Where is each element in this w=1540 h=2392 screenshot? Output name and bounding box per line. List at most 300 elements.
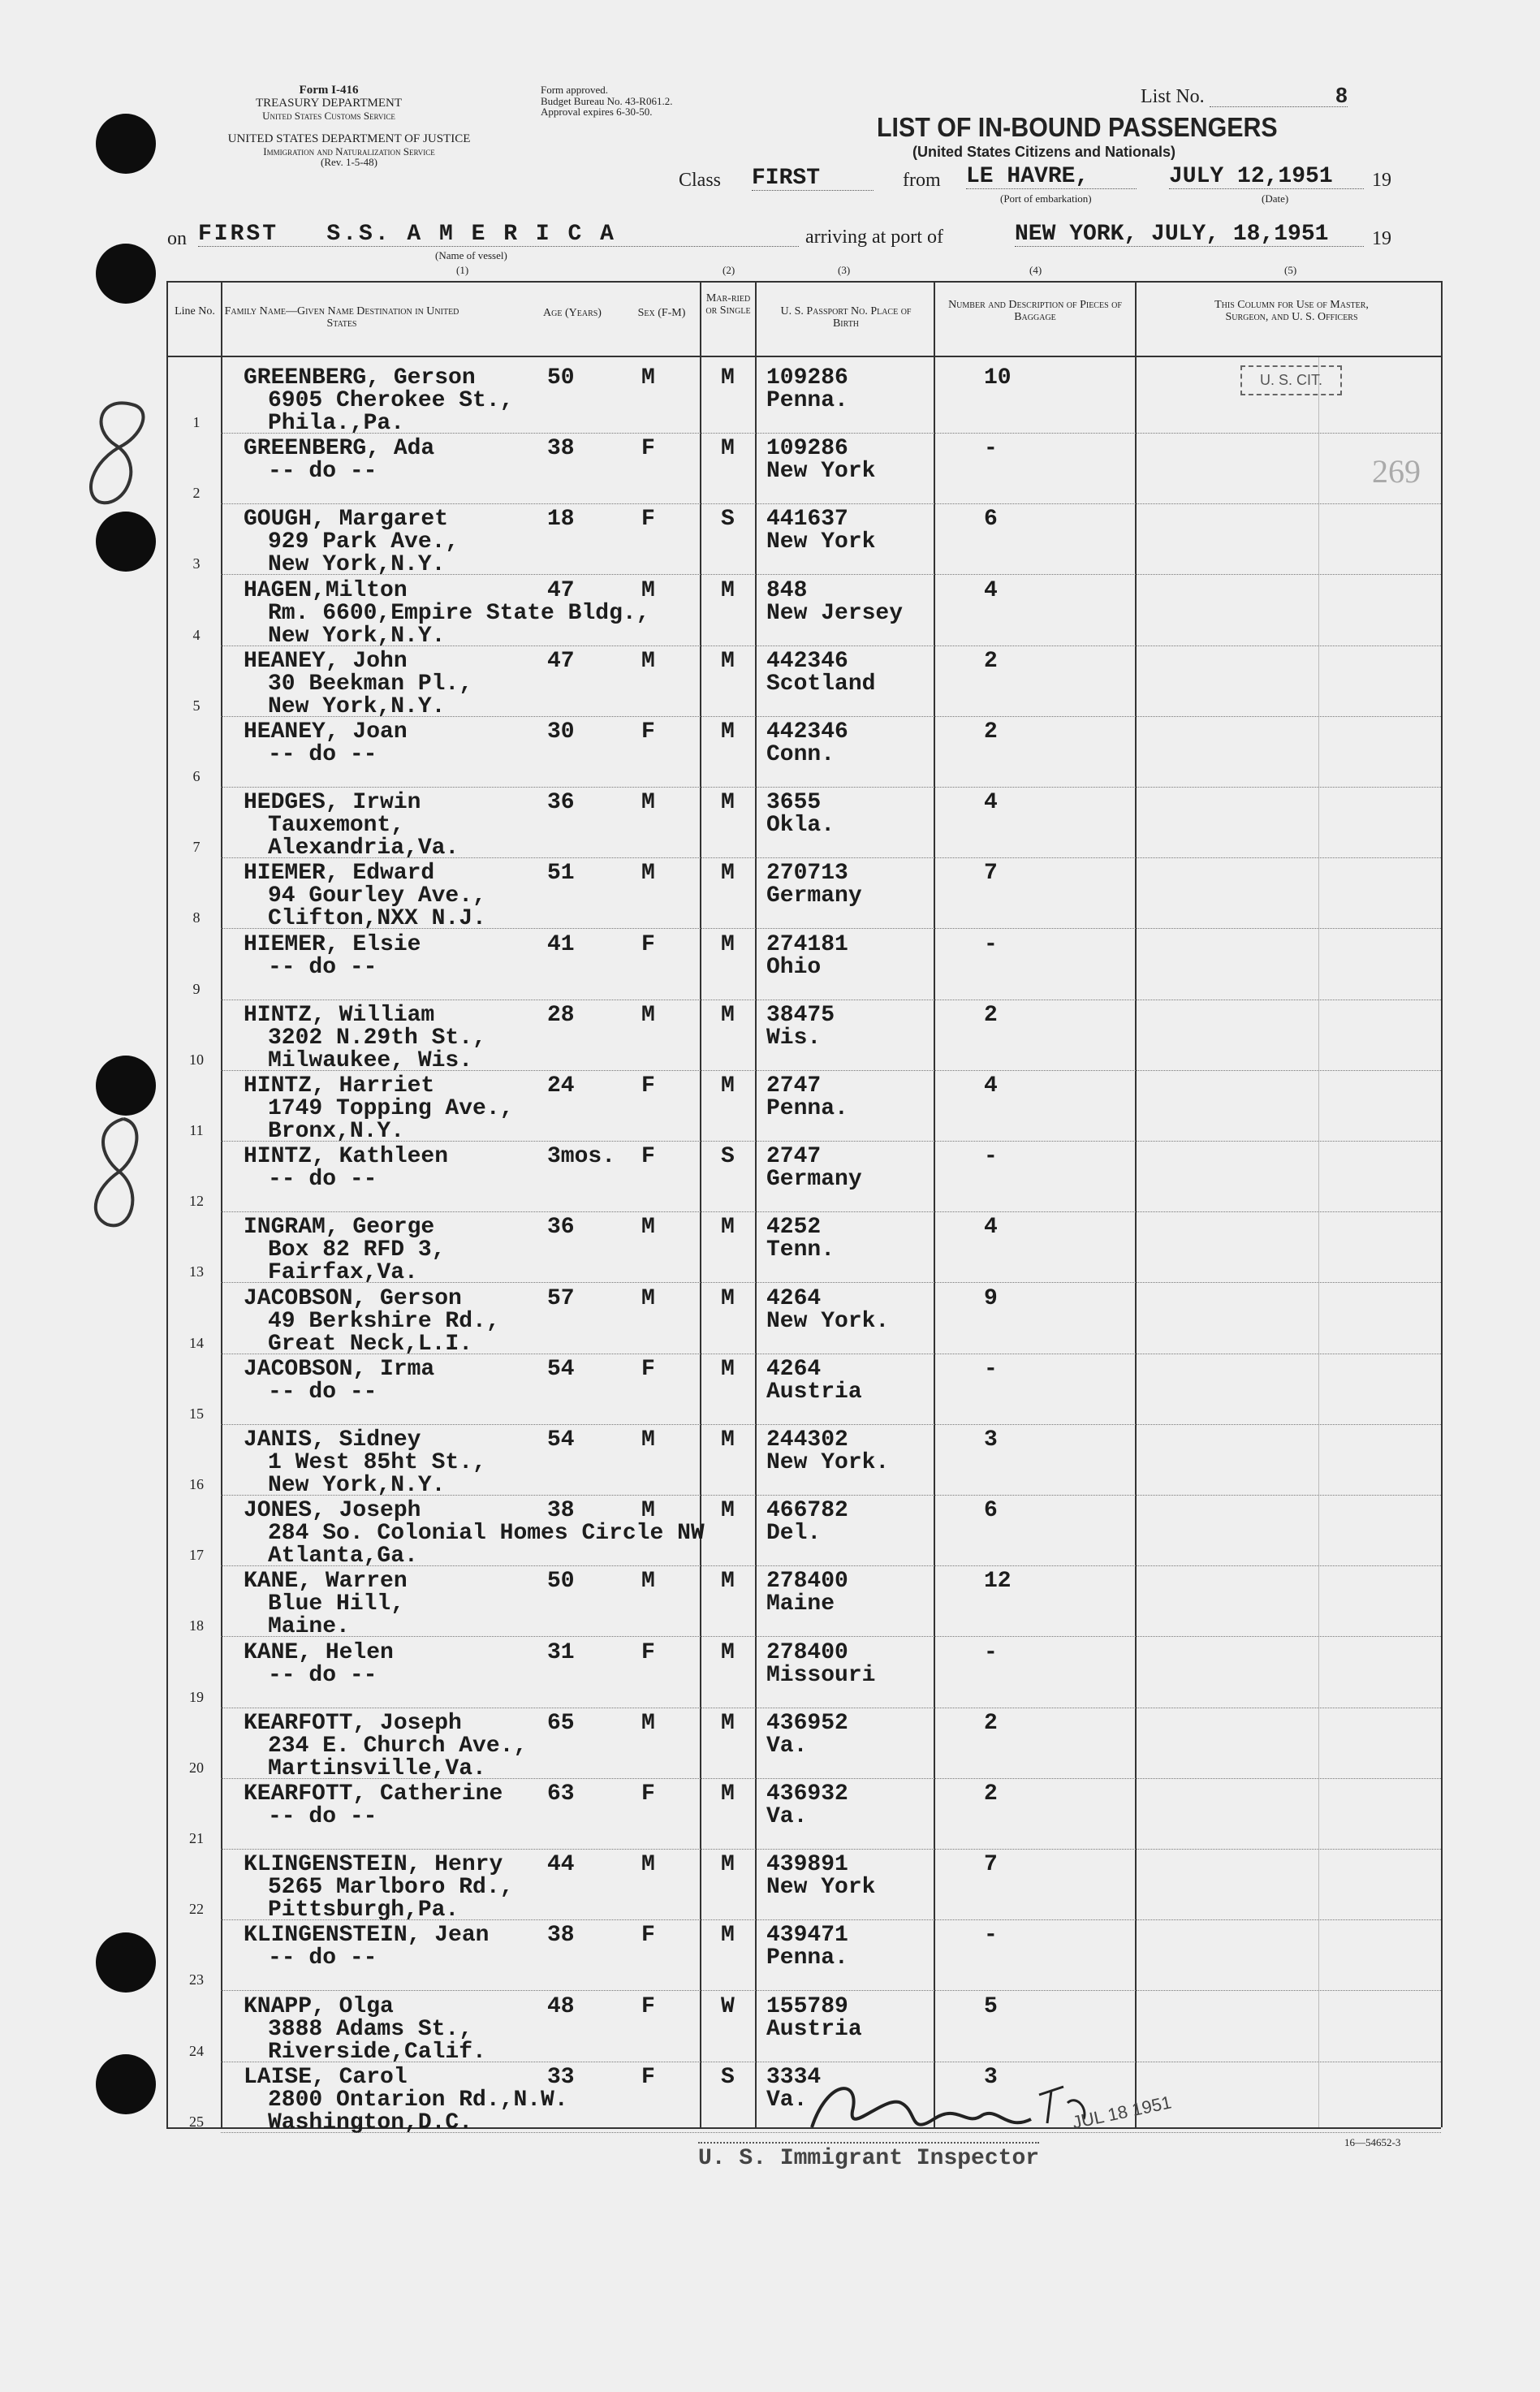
place-of-birth: New York xyxy=(766,459,876,484)
passenger-address: -- do -- xyxy=(268,1380,377,1405)
date-stamp: JUL 18 1951 xyxy=(1070,2092,1174,2133)
passenger-age: 50 xyxy=(547,365,575,391)
place-of-birth: Scotland xyxy=(766,671,876,697)
marital-status: M xyxy=(721,1427,735,1453)
marital-status: S xyxy=(721,507,735,532)
line-number: 10 xyxy=(189,1051,204,1068)
passport-number: 109286 xyxy=(766,436,848,461)
row-separator xyxy=(221,1141,1441,1142)
handwritten-eight-mark xyxy=(75,1111,164,1241)
place-of-birth: Va. xyxy=(766,1734,808,1759)
place-of-birth: Conn. xyxy=(766,742,835,767)
place-of-birth: Penna. xyxy=(766,1945,848,1971)
baggage-count: - xyxy=(984,932,998,957)
passport-number: 4264 xyxy=(766,1286,822,1311)
marital-status: S xyxy=(721,1144,735,1169)
passenger-address: New York,N.Y. xyxy=(268,694,446,719)
list-no-value: 8 xyxy=(1210,84,1348,107)
row-separator xyxy=(221,433,1441,434)
passport-number: 436952 xyxy=(766,1711,848,1736)
col-header-name: Family Name—Given Name Destination in United States xyxy=(224,305,459,330)
baggage-count: 2 xyxy=(984,1711,998,1736)
row-separator xyxy=(221,645,1441,646)
baggage-count: - xyxy=(984,1144,998,1169)
line-number: 16 xyxy=(189,1476,204,1492)
passenger-address: 30 Beekman Pl., xyxy=(268,671,473,697)
table-top-border xyxy=(166,281,1441,283)
passenger-address: Clifton,NXX N.J. xyxy=(268,906,486,931)
justice-block xyxy=(162,133,536,168)
class-label: Class xyxy=(679,170,722,191)
passenger-age: 38 xyxy=(547,1923,575,1948)
line-number: 6 xyxy=(192,768,201,784)
line-number: 2 xyxy=(192,485,201,501)
passenger-age: 28 xyxy=(547,1003,575,1028)
margin-page-number: 269 xyxy=(1372,453,1421,490)
passenger-address: 5265 Marlboro Rd., xyxy=(268,1875,514,1900)
baggage-count: 3 xyxy=(984,2065,998,2090)
row-separator xyxy=(221,1990,1441,1991)
passenger-name: KNAPP, Olga xyxy=(244,1994,394,2019)
form-id-block xyxy=(191,84,467,121)
passenger-name: JACOBSON, Irma xyxy=(244,1357,435,1382)
passenger-address: Pittsburgh,Pa. xyxy=(268,1898,459,1923)
baggage-count: - xyxy=(984,436,998,461)
vessel-name: FIRST S.S. A M E R I C A xyxy=(198,222,799,247)
list-number xyxy=(1141,84,1348,107)
arrival-year: 19 xyxy=(1372,228,1391,249)
passport-number: 439471 xyxy=(766,1923,848,1948)
place-of-birth: Tenn. xyxy=(766,1237,835,1263)
col-header-passport: U. S. Passport No. Place of Birth xyxy=(780,305,912,330)
baggage-count: 4 xyxy=(984,578,998,603)
line-number: 5 xyxy=(192,697,201,714)
passenger-sex: M xyxy=(641,578,655,603)
passenger-name: HINTZ, Harriet xyxy=(244,1073,435,1099)
baggage-count: 10 xyxy=(984,365,1012,391)
from-label: from xyxy=(903,170,941,191)
passenger-address: Milwaukee, Wis. xyxy=(268,1048,473,1073)
passport-number: 3655 xyxy=(766,790,822,815)
passenger-name: KANE, Helen xyxy=(244,1640,394,1665)
date-caption: (Date) xyxy=(1262,192,1289,205)
marital-status: M xyxy=(721,1073,735,1099)
line-number: 12 xyxy=(189,1193,204,1209)
binder-hole xyxy=(96,114,156,174)
passenger-address: New York,N.Y. xyxy=(268,552,446,577)
passport-number: 270713 xyxy=(766,861,848,886)
baggage-count: 6 xyxy=(984,1498,998,1523)
passport-number: 4264 xyxy=(766,1357,822,1382)
place-of-birth: Va. xyxy=(766,2088,808,2113)
passenger-age: 50 xyxy=(547,1569,575,1594)
line-number: 11 xyxy=(189,1122,204,1138)
passport-number: 109286 xyxy=(766,365,848,391)
col-header-baggage: Number and Description of Pieces of Baggage xyxy=(948,299,1122,324)
passenger-address: 94 Gourley Ave., xyxy=(268,883,486,909)
row-separator xyxy=(221,1495,1441,1496)
passenger-sex: M xyxy=(641,1711,655,1736)
list-no-label: List No. xyxy=(1141,86,1205,107)
passport-number: 441637 xyxy=(766,507,848,532)
passenger-name: HIEMER, Elsie xyxy=(244,932,421,957)
passenger-sex: F xyxy=(641,1144,655,1169)
marital-status: M xyxy=(721,365,735,391)
col-divider xyxy=(1441,281,1443,2127)
passenger-age: 51 xyxy=(547,861,575,886)
passenger-name: HEANEY, John xyxy=(244,649,408,674)
line-number: 4 xyxy=(192,627,201,643)
passenger-age: 24 xyxy=(547,1073,575,1099)
col-num: (4) xyxy=(1029,264,1042,276)
footer-code: 16—54652-3 xyxy=(1344,2136,1401,2148)
col-divider xyxy=(700,281,701,2127)
binder-hole xyxy=(96,1932,156,1993)
passenger-age: 44 xyxy=(547,1852,575,1877)
passport-number: 439891 xyxy=(766,1852,848,1877)
passport-number: 274181 xyxy=(766,932,848,957)
passenger-address: 1 West 85ht St., xyxy=(268,1450,486,1475)
row-separator xyxy=(221,1849,1441,1850)
class-value: FIRST xyxy=(752,166,874,191)
passenger-address: Bronx,N.Y. xyxy=(268,1119,405,1144)
inspector-signature xyxy=(796,2062,1120,2152)
passenger-address: 49 Berkshire Rd., xyxy=(268,1309,500,1334)
passenger-name: HIEMER, Edward xyxy=(244,861,435,886)
line-number: 18 xyxy=(189,1617,204,1634)
passenger-address: -- do -- xyxy=(268,742,377,767)
col-divider xyxy=(755,281,757,2127)
on-label: on xyxy=(167,228,187,249)
col-num: (5) xyxy=(1284,264,1297,276)
marital-status: M xyxy=(721,790,735,815)
passenger-address: -- do -- xyxy=(268,1804,377,1829)
place-of-birth: Germany xyxy=(766,883,862,909)
passenger-name: GREENBERG, Ada xyxy=(244,436,435,461)
line-number: 24 xyxy=(189,2043,204,2059)
line-number: 22 xyxy=(189,1901,204,1917)
place-of-birth: New Jersey xyxy=(766,601,904,626)
line-number: 25 xyxy=(189,2114,204,2130)
header-bottom-border xyxy=(166,356,1441,357)
col-divider-faint xyxy=(1318,357,1319,2127)
marital-status: M xyxy=(721,1852,735,1877)
baggage-count: 2 xyxy=(984,649,998,674)
passport-number: 2747 xyxy=(766,1144,822,1169)
passenger-age: 48 xyxy=(547,1994,575,2019)
passenger-age: 30 xyxy=(547,719,575,745)
marital-status: M xyxy=(721,719,735,745)
row-separator xyxy=(221,716,1441,717)
passenger-age: 57 xyxy=(547,1286,575,1311)
passport-number: 244302 xyxy=(766,1427,848,1453)
baggage-count: 12 xyxy=(984,1569,1012,1594)
baggage-count: 4 xyxy=(984,1215,998,1240)
baggage-count: 5 xyxy=(984,1994,998,2019)
passport-number: 4252 xyxy=(766,1215,822,1240)
passenger-address: 2800 Ontarion Rd.,N.W. xyxy=(268,2088,568,2113)
marital-status: M xyxy=(721,1781,735,1807)
passenger-age: 31 xyxy=(547,1640,575,1665)
passenger-sex: M xyxy=(641,1003,655,1028)
page-subtitle: (United States Citizens and Nationals) xyxy=(912,144,1176,160)
passenger-address: -- do -- xyxy=(268,1945,377,1971)
embark-date: JULY 12,1951 xyxy=(1169,165,1364,189)
inspector-line: U. S. Immigrant Inspector xyxy=(698,2142,1039,2170)
passenger-age: 41 xyxy=(547,932,575,957)
baggage-count: - xyxy=(984,1923,998,1948)
marital-status: M xyxy=(721,1498,735,1523)
passenger-address: Phila.,Pa. xyxy=(268,411,405,436)
passenger-address: Atlanta,Ga. xyxy=(268,1544,418,1569)
passenger-age: 65 xyxy=(547,1711,575,1736)
binder-hole xyxy=(96,1056,156,1116)
approval-block xyxy=(541,84,672,118)
form-number: Form I-416 xyxy=(299,84,359,97)
marital-status: M xyxy=(721,649,735,674)
row-separator xyxy=(221,1424,1441,1425)
year-suffix: 19 xyxy=(1372,170,1391,191)
row-separator xyxy=(221,503,1441,504)
baggage-count: - xyxy=(984,1357,998,1382)
marital-status: M xyxy=(721,578,735,603)
passenger-name: KANE, Warren xyxy=(244,1569,408,1594)
marital-status: M xyxy=(721,1923,735,1948)
passport-number: 278400 xyxy=(766,1640,848,1665)
passenger-age: 38 xyxy=(547,1498,575,1523)
revision: (Rev. 1-5-48) xyxy=(321,156,377,169)
place-of-birth: Del. xyxy=(766,1521,822,1546)
ins-service: Immigration and Naturalization Service xyxy=(263,145,435,158)
port-caption: (Port of embarkation) xyxy=(1000,192,1092,205)
marital-status: M xyxy=(721,1215,735,1240)
baggage-count: 7 xyxy=(984,1852,998,1877)
col-num: (2) xyxy=(723,264,735,276)
passenger-sex: M xyxy=(641,365,655,391)
passenger-sex: M xyxy=(641,1569,655,1594)
vessel-caption: (Name of vessel) xyxy=(435,249,507,261)
col-num: (1) xyxy=(456,264,469,276)
passport-number: 155789 xyxy=(766,1994,848,2019)
row-separator xyxy=(221,1211,1441,1212)
passenger-address: Riverside,Calif. xyxy=(268,2040,486,2065)
baggage-count: 2 xyxy=(984,1781,998,1807)
passenger-address: -- do -- xyxy=(268,955,377,980)
passenger-sex: F xyxy=(641,1640,655,1665)
approval-line: Form approved. xyxy=(541,84,609,96)
col-header-line: Line No. xyxy=(175,305,215,317)
col-divider xyxy=(934,281,935,2127)
line-number: 17 xyxy=(189,1547,204,1563)
row-separator xyxy=(221,1282,1441,1283)
marital-status: M xyxy=(721,1640,735,1665)
passenger-name: LAISE, Carol xyxy=(244,2065,408,2090)
passenger-sex: M xyxy=(641,1498,655,1523)
row-separator xyxy=(221,1636,1441,1637)
baggage-count: 2 xyxy=(984,719,998,745)
col-divider xyxy=(1135,281,1137,2127)
passenger-age: 38 xyxy=(547,436,575,461)
line-number: 3 xyxy=(192,555,201,572)
baggage-count: 4 xyxy=(984,1073,998,1099)
passenger-sex: M xyxy=(641,790,655,815)
passenger-address: 284 So. Colonial Homes Circle NW xyxy=(268,1521,705,1546)
handwritten-eight-mark xyxy=(75,388,164,518)
passenger-sex: F xyxy=(641,2065,655,2090)
line-number: 21 xyxy=(189,1830,204,1846)
col-divider xyxy=(166,281,168,2127)
row-separator xyxy=(221,1565,1441,1566)
place-of-birth: Germany xyxy=(766,1167,862,1192)
passenger-age: 33 xyxy=(547,2065,575,2090)
passport-number: 278400 xyxy=(766,1569,848,1594)
passenger-name: JACOBSON, Gerson xyxy=(244,1286,462,1311)
passenger-sex: F xyxy=(641,436,655,461)
passenger-address: 234 E. Church Ave., xyxy=(268,1734,528,1759)
line-number: 9 xyxy=(192,981,201,997)
row-separator xyxy=(221,787,1441,788)
place-of-birth: Missouri xyxy=(766,1663,876,1688)
row-separator xyxy=(221,1070,1441,1071)
line-number: 14 xyxy=(189,1335,204,1351)
col-num: (3) xyxy=(838,264,851,276)
passenger-address: 929 Park Ave., xyxy=(268,529,459,555)
baggage-count: - xyxy=(984,1640,998,1665)
passenger-name: HINTZ, Kathleen xyxy=(244,1144,449,1169)
marital-status: M xyxy=(721,1286,735,1311)
passenger-age: 54 xyxy=(547,1357,575,1382)
passenger-address: Washington,D.C. xyxy=(268,2110,473,2135)
passenger-address: Martinsville,Va. xyxy=(268,1756,486,1781)
passenger-address: Maine. xyxy=(268,1614,350,1639)
passenger-age: 36 xyxy=(547,1215,575,1240)
passenger-sex: M xyxy=(641,649,655,674)
passenger-name: KEARFOTT, Catherine xyxy=(244,1781,503,1807)
line-number: 7 xyxy=(192,839,201,855)
col-divider xyxy=(221,281,222,2127)
marital-status: W xyxy=(721,1994,735,2019)
passenger-age: 3mos. xyxy=(547,1144,616,1169)
line-number: 19 xyxy=(189,1689,204,1705)
baggage-count: 4 xyxy=(984,790,998,815)
place-of-birth: Penna. xyxy=(766,1096,848,1121)
baggage-count: 7 xyxy=(984,861,998,886)
passenger-address: -- do -- xyxy=(268,1663,377,1688)
place-of-birth: New York xyxy=(766,1875,876,1900)
passenger-address: -- do -- xyxy=(268,1167,377,1192)
place-of-birth: Ohio xyxy=(766,955,822,980)
baggage-count: 3 xyxy=(984,1427,998,1453)
binder-hole xyxy=(96,512,156,572)
passport-number: 38475 xyxy=(766,1003,835,1028)
passenger-age: 47 xyxy=(547,578,575,603)
justice-dept: UNITED STATES DEPARTMENT OF JUSTICE xyxy=(227,132,471,145)
passenger-name: HAGEN,Milton xyxy=(244,578,408,603)
passenger-sex: F xyxy=(641,507,655,532)
passenger-address: 6905 Cherokee St., xyxy=(268,388,514,413)
passenger-sex: F xyxy=(641,1357,655,1382)
line-number: 20 xyxy=(189,1759,204,1776)
passenger-address: -- do -- xyxy=(268,459,377,484)
customs-service: United States Customs Service xyxy=(262,109,395,122)
passenger-age: 63 xyxy=(547,1781,575,1807)
passport-number: 442346 xyxy=(766,719,848,745)
passenger-name: GOUGH, Margaret xyxy=(244,507,449,532)
passenger-sex: F xyxy=(641,719,655,745)
passenger-name: KEARFOTT, Joseph xyxy=(244,1711,462,1736)
baggage-count: 9 xyxy=(984,1286,998,1311)
passenger-name: JANIS, Sidney xyxy=(244,1427,421,1453)
passenger-age: 18 xyxy=(547,507,575,532)
passenger-address: Box 82 RFD 3, xyxy=(268,1237,446,1263)
marital-status: M xyxy=(721,861,735,886)
line-number: 15 xyxy=(189,1405,204,1422)
col-header-sex: Sex (F-M) xyxy=(637,307,686,319)
row-separator xyxy=(221,857,1441,858)
passenger-address: 3888 Adams St., xyxy=(268,2017,473,2042)
line-number: 8 xyxy=(192,909,201,926)
passenger-sex: M xyxy=(641,1852,655,1877)
passport-number: 3334 xyxy=(766,2065,822,2090)
col-header-age: Age (Years) xyxy=(543,307,602,319)
passenger-sex: F xyxy=(641,1923,655,1948)
arrival-details: NEW YORK, JULY, 18,1951 xyxy=(1015,222,1364,247)
line-number: 13 xyxy=(189,1263,204,1280)
place-of-birth: Va. xyxy=(766,1804,808,1829)
passenger-sex: M xyxy=(641,1215,655,1240)
passenger-sex: F xyxy=(641,932,655,957)
passenger-age: 47 xyxy=(547,649,575,674)
line-number: 23 xyxy=(189,1971,204,1988)
marital-status: S xyxy=(721,2065,735,2090)
treasury-dept: TREASURY DEPARTMENT xyxy=(255,96,403,110)
line-number: 1 xyxy=(192,414,201,430)
marital-status: M xyxy=(721,1003,735,1028)
place-of-birth: Austria xyxy=(766,1380,862,1405)
baggage-count: 6 xyxy=(984,507,998,532)
passenger-name: HEANEY, Joan xyxy=(244,719,408,745)
passenger-name: INGRAM, George xyxy=(244,1215,435,1240)
passenger-name: HEDGES, Irwin xyxy=(244,790,421,815)
passenger-sex: F xyxy=(641,1073,655,1099)
place-of-birth: Austria xyxy=(766,2017,862,2042)
passenger-age: 54 xyxy=(547,1427,575,1453)
passenger-address: Blue Hill, xyxy=(268,1591,405,1617)
passenger-sex: M xyxy=(641,1427,655,1453)
marital-status: M xyxy=(721,1357,735,1382)
place-of-birth: New York. xyxy=(766,1450,890,1475)
place-of-birth: New York. xyxy=(766,1309,890,1334)
place-of-birth: New York xyxy=(766,529,876,555)
passenger-name: KLINGENSTEIN, Jean xyxy=(244,1923,490,1948)
passenger-address: Alexandria,Va. xyxy=(268,835,459,861)
place-of-birth: Okla. xyxy=(766,813,835,838)
place-of-birth: Wis. xyxy=(766,1025,822,1051)
passport-number: 442346 xyxy=(766,649,848,674)
row-separator xyxy=(221,574,1441,575)
passenger-address: Tauxemont, xyxy=(268,813,405,838)
passport-number: 848 xyxy=(766,578,808,603)
passport-number: 2747 xyxy=(766,1073,822,1099)
passenger-address: 3202 N.29th St., xyxy=(268,1025,486,1051)
passenger-name: GREENBERG, Gerson xyxy=(244,365,476,391)
binder-hole xyxy=(96,244,156,304)
passenger-name: HINTZ, William xyxy=(244,1003,435,1028)
page-title: LIST OF IN-BOUND PASSENGERS xyxy=(877,112,1278,142)
row-separator xyxy=(221,1919,1441,1920)
port-of-embarkation: LE HAVRE, xyxy=(966,165,1137,189)
marital-status: M xyxy=(721,932,735,957)
